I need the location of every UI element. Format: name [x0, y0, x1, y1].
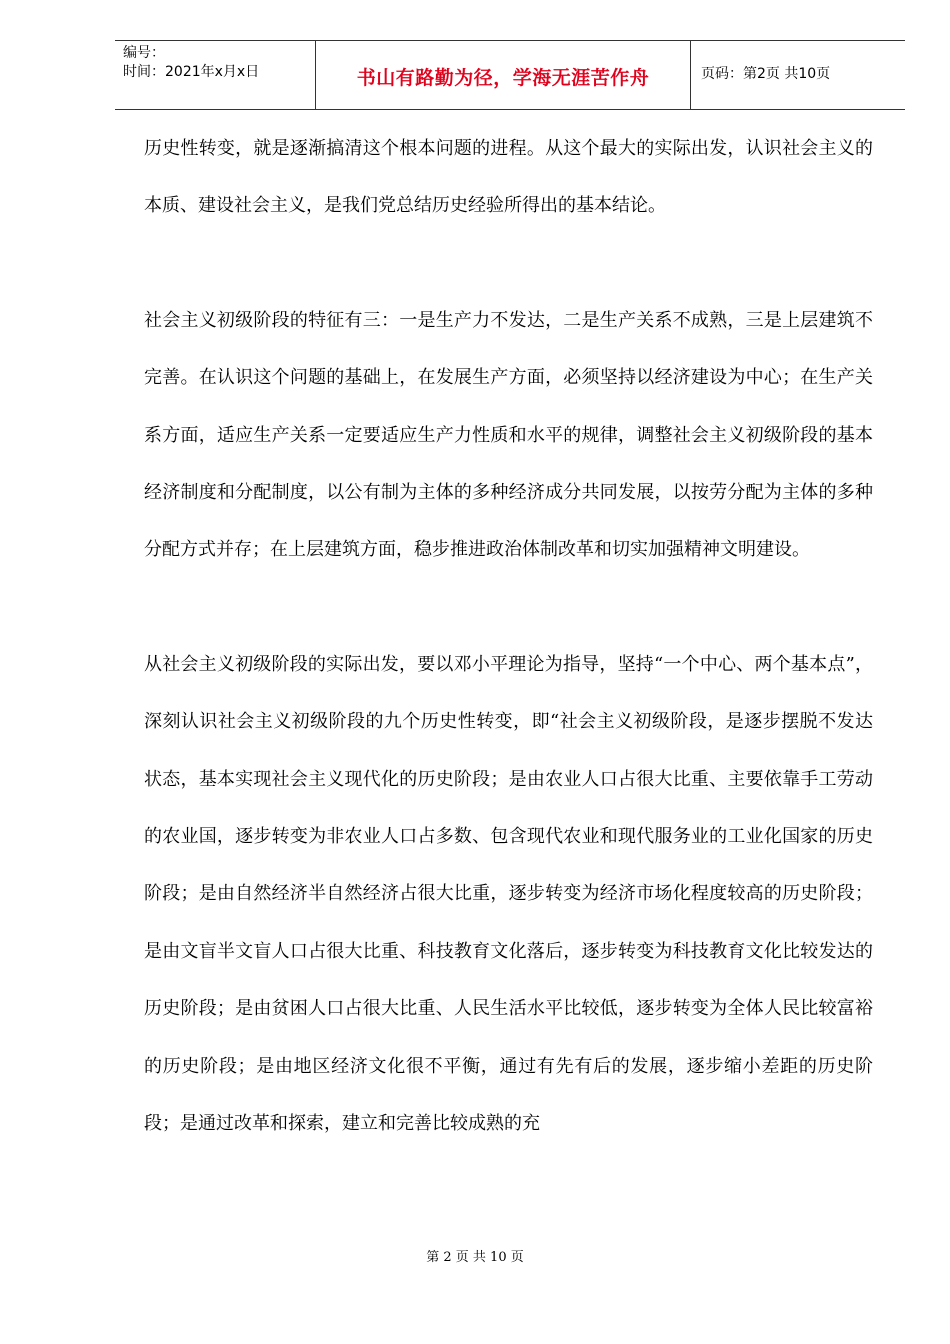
header-page-cell: [691, 41, 905, 109]
document-body: [144, 120, 873, 1153]
page-header: [115, 40, 905, 110]
header-motto-cell: [316, 41, 691, 109]
header-motto: 书山有路勤为径，学海无涯苦作舟: [356, 67, 650, 89]
body-paragraph-2: 社会主义初级阶段的特征有三：一是生产力不发达，二是生产关系不成熟，三是上层建筑不完善。在认识这个问题的基础上，在发展生产方面，必须坚持以经济建设为中心；在生产关系方面，适应生产关系一定要适应生产力性质和水平的规律，调整社会主义初级阶段的基本经济制度和分配制度，以公有制为主体的多种经济成分共同发展，以按劳分配为主体的多种分配方式并存；在上层建筑方面，稳步推进政治体制改革和切实加强精神文明建设。: [144, 309, 873, 561]
body-paragraph-3: 从社会主义初级阶段的实际出发，要以邓小平理论为指导，坚持“一个中心、两个基本点”，深刻认识社会主义初级阶段的九个历史性转变，即“社会主义初级阶段，是逐步摆脱不发达状态，基本实现社会主义现代化的历史阶段；是由农业人口占很大比重、主要依靠手工劳动的农业国，逐步转变为非农业人口占多数、包含现代农业和现代服务业的工业化国家的历史阶段；是由自然经济半自然经济占很大比重，逐步转变为经济市场化程度较高的历史阶段；是由文盲半文盲人口占很大比重、科技教育文化落后，逐步转变为科技教育文化比较发达的历史阶段；是由贫困人口占很大比重、人民生活水平比较低，逐步转变为全体人民比较富裕的历史阶段；是由地区经济文化很不平衡，通过有先有后的发展，逐步缩小差距的历史阶段；是通过改革和探索，建立和完善比较成熟的充: [144, 653, 873, 1135]
page-footer-indicator: 第 2 页 共 10 页: [426, 1250, 524, 1265]
document-number-label: 编号：: [123, 45, 165, 61]
body-paragraph-1: 历史性转变，就是逐渐搞清这个根本问题的进程。从这个最大的实际出发，认识社会主义的本质、建设社会主义，是我们党总结历史经验所得出的基本结论。: [144, 138, 873, 217]
header-meta-cell: [115, 41, 316, 109]
header-page-code: 页码：第2页 共10页: [701, 66, 831, 82]
document-time-label: 时间：2021年x月x日: [123, 64, 260, 80]
